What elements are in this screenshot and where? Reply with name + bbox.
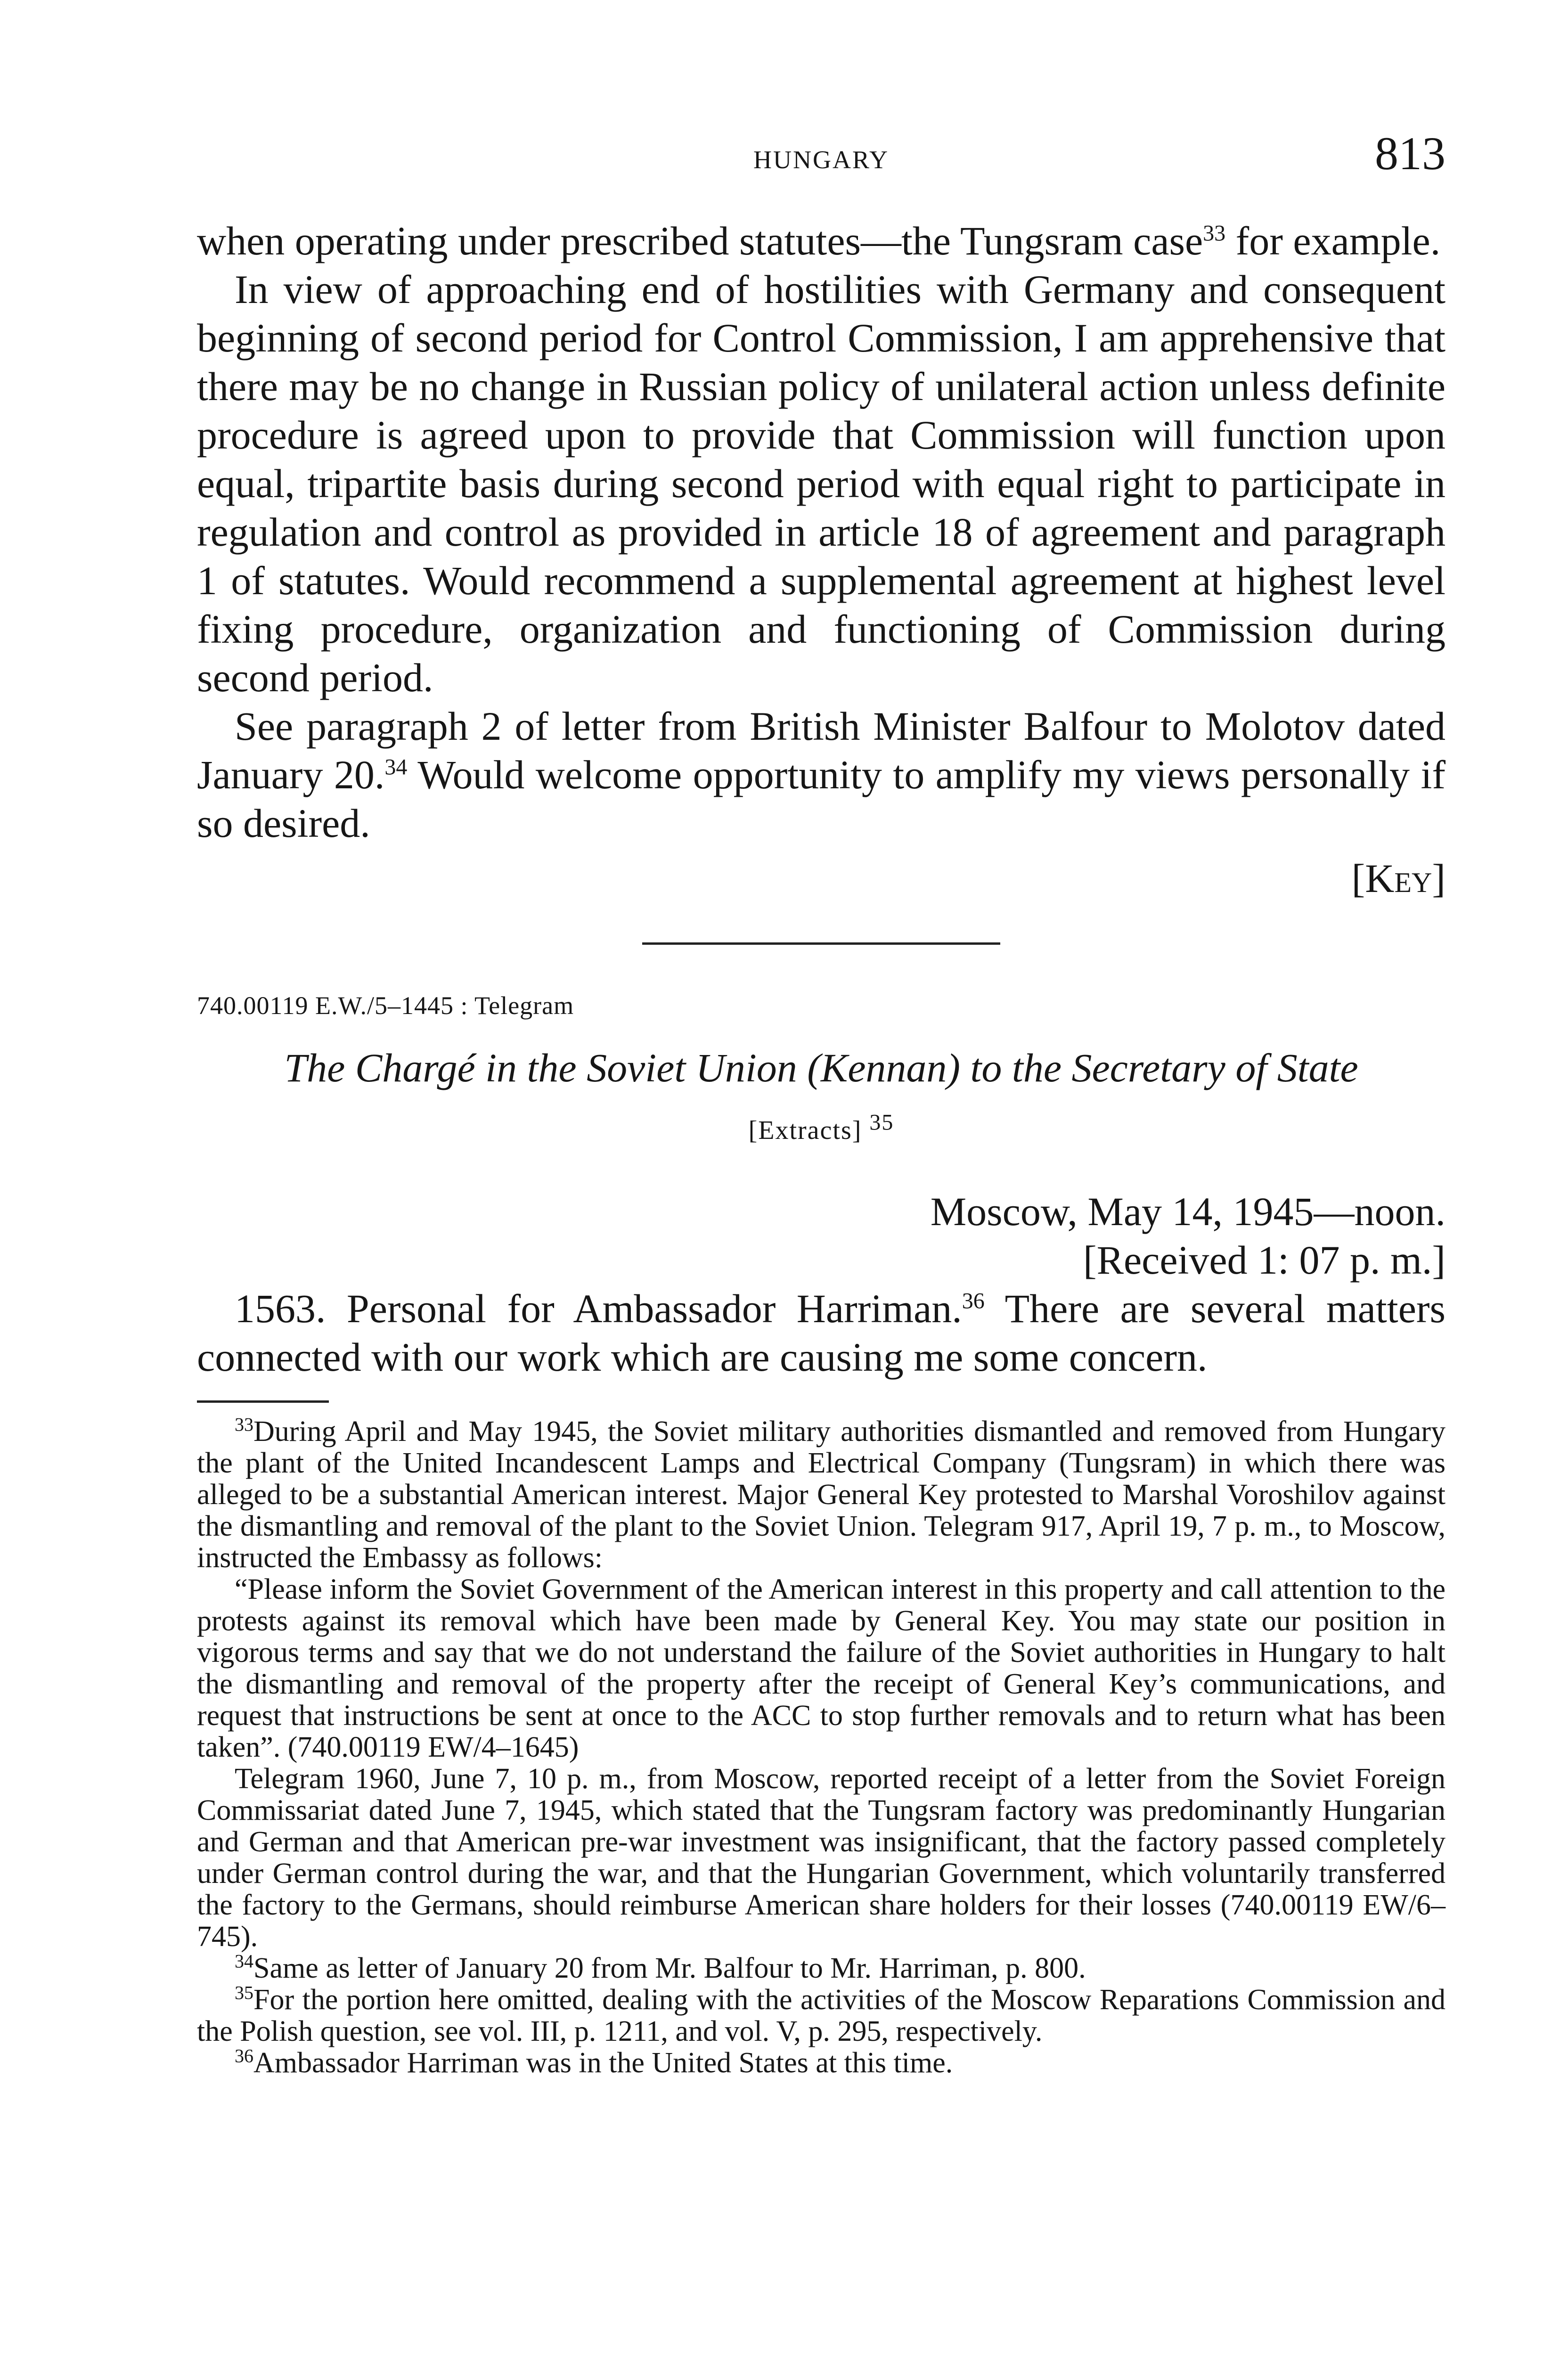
footnote-33: $^{33}$During April and May 1945, the Soviet military authorities dismantled and removed from Hungary the plant of the United Incandescent Lamps and Electrical Company (Tungsram) in which there was alleged to be a substantial American interest. Major General Key protested to Marshal Voroshilov against the dismantling and removal of the plant to the Soviet Union. Telegram 917, April 19, 7 p. m., to Moscow, instructed the Embassy as follows: (197, 1414, 1446, 1574)
paragraph-continuation: when operating under prescribed statutes—the Tungsram case$^{33}$ for example. (197, 218, 1441, 263)
running-head: HUNGARY (753, 146, 890, 174)
paragraph-recommendation: In view of approaching end of hostilities with Germany and consequent beginning of second period for Control Commission, I am apprehensive that there may be no change in Russian policy of unilateral action unless definite procedure is agreed upon to provide that Commission will function upon equal, tripartite basis during second period with equal right to participate in regulation and control as provided in article 18 of agreement and paragraph 1 of statutes. Would recommend a supplemental agreement at highest level fixing procedure, organization and functioning of Commission during second period. (197, 267, 1446, 700)
footnote-ref-35: 35 (869, 1110, 894, 1135)
footnote-ref-34: 34 (384, 754, 408, 780)
file-reference: 740.00119 E.W./5–1445 : Telegram (197, 991, 574, 1020)
footnote-35: $^{35}$For the portion here omitted, dealing with the activities of the Moscow Reparations Commission and the Polish question, see vol. III, p. 1211, and vol. V, p. 295, respectively. (197, 1982, 1446, 2047)
page-body (197, 217, 1446, 2079)
footnote-divider (197, 1400, 329, 1403)
paragraph-telegram-1563: 1563. Personal for Ambassador Harriman.$^{36}$ There are several matters connected with our work which are causing me some concern. (197, 1286, 1446, 1380)
dateline: Moscow, May 14, 1945—noon. (930, 1189, 1446, 1234)
paragraph-balfour-letter: See paragraph 2 of letter from British Minister Balfour to Molotov dated January 20.34 Would welcome opportunity to amplify my views personally if so desired. (197, 704, 1446, 846)
extracts-label: [Extracts] 35 (748, 1110, 894, 1145)
received-line: [Received 1: 07 p. m.] (1083, 1237, 1446, 1283)
document-title: The Chargé in the Soviet Union (Kennan) to the Secretary of State (284, 1045, 1358, 1090)
footnote-34: $^{34}$Same as letter of January 20 from Mr. Balfour to Mr. Harriman, p. 800. (235, 1950, 1086, 1984)
footnote-36: $^{36}$Ambassador Harriman was in the United States at this time. (235, 2045, 953, 2079)
signature: [Key] (1351, 856, 1446, 901)
page-number: 813 (1375, 127, 1446, 180)
footnote-ref-33: 33 (1203, 221, 1226, 246)
footnote-ref-36: 36 (962, 1288, 985, 1314)
page-header (197, 126, 1446, 197)
footnote-33-quote: “Please inform the Soviet Government of the American interest in this property and call attention to the protests against its removal which have been made by General Key. You may state our position in vigorous terms and say that we do not understand the failure of the Soviet authorities in Hungary to halt the dismantling and removal of the property after the receipt of General Key’s communications, and request that instructions be sent at once to the ACC to stop further removals and to return what has been taken”. (740.00119 EW/4–1645) (197, 1573, 1446, 1763)
footnote-33-telegram: Telegram 1960, June 7, 10 p. m., from Moscow, reported receipt of a letter from the Soviet Foreign Commissariat dated June 7, 1945, which stated that the Tungsram factory was predominantly Hungarian and German and that American pre-war investment was insignificant, that the factory passed completely under German control during the war, and that the Hungarian Government, which voluntarily transferred the factory to the Germans, should reimburse American share holders for their losses (740.00119 EW/6–745). (197, 1763, 1446, 1953)
section-divider (642, 942, 1000, 945)
